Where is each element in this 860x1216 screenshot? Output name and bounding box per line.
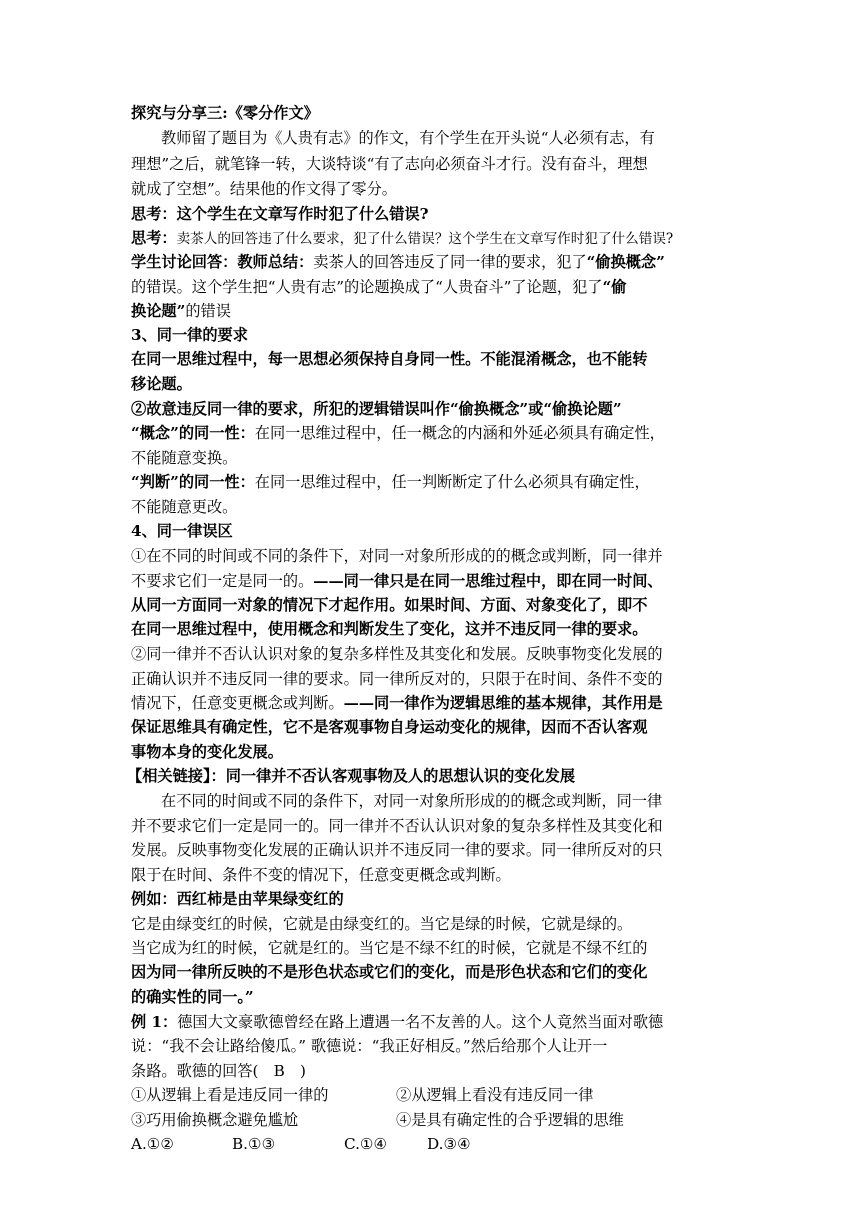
answer-text-3: 的错误	[185, 302, 231, 320]
option-2: ②从逻辑上看没有违反同一律	[396, 1086, 594, 1104]
example-heading: 例如：西红柿是由苹果绿变红的	[131, 890, 344, 908]
choice-b: B.①③	[232, 1135, 276, 1153]
example-line-1: 它是由绿变红的时候，它就是由绿变红的。当它是绿的时候，它就是绿的。	[131, 915, 633, 933]
option-1: ①从逻辑上看是违反同一律的	[131, 1086, 329, 1104]
req-line-3: ②故意违反同一律的要求，所犯的逻辑错误叫作“偷换概念”或“偷换论题”	[131, 400, 622, 418]
req-heading: 3、同一律的要求	[131, 326, 248, 344]
concept-line-1	[131, 423, 665, 443]
choice-a: A.①②	[131, 1135, 175, 1153]
think-question-1: 思考：这个学生在文章写作时犯了什么错误?	[131, 205, 429, 223]
story-line-3: 就成了空想”。结果他的作文得了零分。	[131, 180, 397, 198]
link-line-4: 限于在时间、条件不变的情况下，任意变更概念或判断。	[131, 866, 511, 884]
option-4: ④是具有确定性的合乎逻辑的思维	[396, 1111, 624, 1129]
question-text-1: 德国大文豪歌德曾经在路上遭遇一名不友善的人。这个人竟然当面对歌德	[177, 1013, 664, 1031]
choice-d: D.③④	[427, 1135, 471, 1153]
link-line-3: 发展。反映事物变化发展的正确认识并不违反同一律的要求。同一律所反对的只	[131, 841, 663, 859]
myth-p1-line-3: 从同一方面同一对象的情况下才起作用。如果时间、方面、对象变化了，即不	[131, 596, 648, 614]
judge-line-2: 不能随意更改。	[131, 498, 238, 516]
judge-text: 在同一思维过程中，任一判断断定了什么必须具有确定性，	[254, 473, 650, 491]
example-line-2: 当它成为红的时候，它就是红的。当它是不绿不红的时候，它就是不绿不红的	[131, 939, 648, 957]
myth-p1-line-1: ①在不同的时间或不同的条件下，对同一对象所形成的的概念或判断，同一律并	[131, 547, 663, 565]
answer-bold-1: “偷换概念”	[586, 253, 665, 271]
req-line-1: 在同一思维过程中，每一思想必须保持自身同一性。不能混淆概念，也不能转	[131, 350, 648, 368]
req-line-2: 移论题。	[131, 375, 192, 393]
answer-line-1	[131, 252, 665, 272]
story-line-2: 理想”之后，就笔锋一转，大谈特谈“有了志向必须奋斗才行。没有奋斗，理想	[131, 155, 648, 173]
myth-p2-bold: ——同一律作为逻辑思维的基本规律，其作用是	[343, 694, 663, 712]
link-line-1: 在不同的时间或不同的条件下，对同一对象所形成的的概念或判断，同一律	[161, 792, 663, 810]
answer-line-3	[131, 301, 231, 321]
concept-text: 在同一思维过程中，任一概念的内涵和外延必须具有确定性，	[254, 424, 665, 442]
judge-label: “判断”的同一性：	[131, 473, 255, 491]
link-line-2: 并不要求它们一定是同一的。同一律并不否认认识对象的复杂多样性及其变化和	[131, 817, 663, 835]
answer-text-1: 卖茶人的回答违反了同一律的要求，犯了	[313, 253, 587, 271]
think-text: 卖茶人的回答违了什么要求，犯了什么错误？这个学生在文章写作时犯了什么错误?	[176, 231, 674, 247]
concept-line-2: 不能随意变换。	[131, 449, 238, 467]
link-heading: 【相关链接】：同一律并不否认客观事物及人的思想认识的变化发展	[127, 767, 576, 785]
myth-p2-line-2: 正确认识并不违反同一律的要求。同一律所反对的，只限于在时间、条件不变的	[131, 670, 663, 688]
example-bold-1: 因为同一律所反映的不是形色状态或它们的变化，而是形色状态和它们的变化	[131, 963, 648, 981]
myth-p1-line-4: 在同一思维过程中，使用概念和判断发生了变化，这并不违反同一律的要求。	[131, 620, 648, 638]
option-3: ③巧用偷换概念避免尴尬	[131, 1111, 299, 1129]
think-question-2	[131, 228, 673, 249]
answer-label: 学生讨论回答：教师总结：	[131, 253, 314, 271]
answer-bold-2: “偷	[602, 278, 627, 296]
myth-p1-line-2	[131, 571, 663, 591]
choice-c: C.①④	[344, 1135, 388, 1153]
myth-p2-line-4: 保证思维具有确定性，它不是客观事物自身运动变化的规律，因而不否认客观	[131, 718, 648, 736]
section-title: 探究与分享三:《零分作文》	[131, 104, 319, 122]
question-line-1	[131, 1012, 663, 1032]
myth-p1-text: 不要求它们一定是同一的。	[131, 572, 314, 590]
question-label: 例 1：	[131, 1013, 178, 1031]
answer-text-2: 的错误。这个学生把“人贵有志”的论题换成了“人贵奋斗”了论题，犯了	[131, 278, 603, 296]
myth-p2-line-3	[131, 693, 663, 713]
question-line-3: 条路。歌德的回答( B )	[131, 1062, 306, 1080]
judge-line-1	[131, 472, 650, 492]
example-bold-2: 的确实性的同一。”	[131, 988, 254, 1006]
myth-p2-line-5: 事物本身的变化发展。	[131, 743, 283, 761]
concept-label: “概念”的同一性：	[131, 424, 255, 442]
question-line-2: 说：“我不会让路给傻瓜。” 歌德说：“我正好相反。”然后给那个人让开一	[131, 1037, 608, 1055]
story-line-1: 教师留了题目为《人贵有志》的作文，有个学生在开头说“人必须有志，有	[161, 129, 655, 147]
think-label: 思考：	[131, 229, 177, 247]
myth-p1-bold: ——同一律只是在同一思维过程中，即在同一时间、	[313, 572, 663, 590]
myth-p2-text: 情况下，任意变更概念或判断。	[131, 694, 344, 712]
answer-line-2	[131, 277, 626, 297]
myth-p2-line-1: ②同一律并不否认认识对象的复杂多样性及其变化和发展。反映事物变化发展的	[131, 645, 663, 663]
myth-heading: 4、同一律误区	[131, 522, 233, 540]
answer-bold-3: 换论题”	[131, 302, 186, 320]
